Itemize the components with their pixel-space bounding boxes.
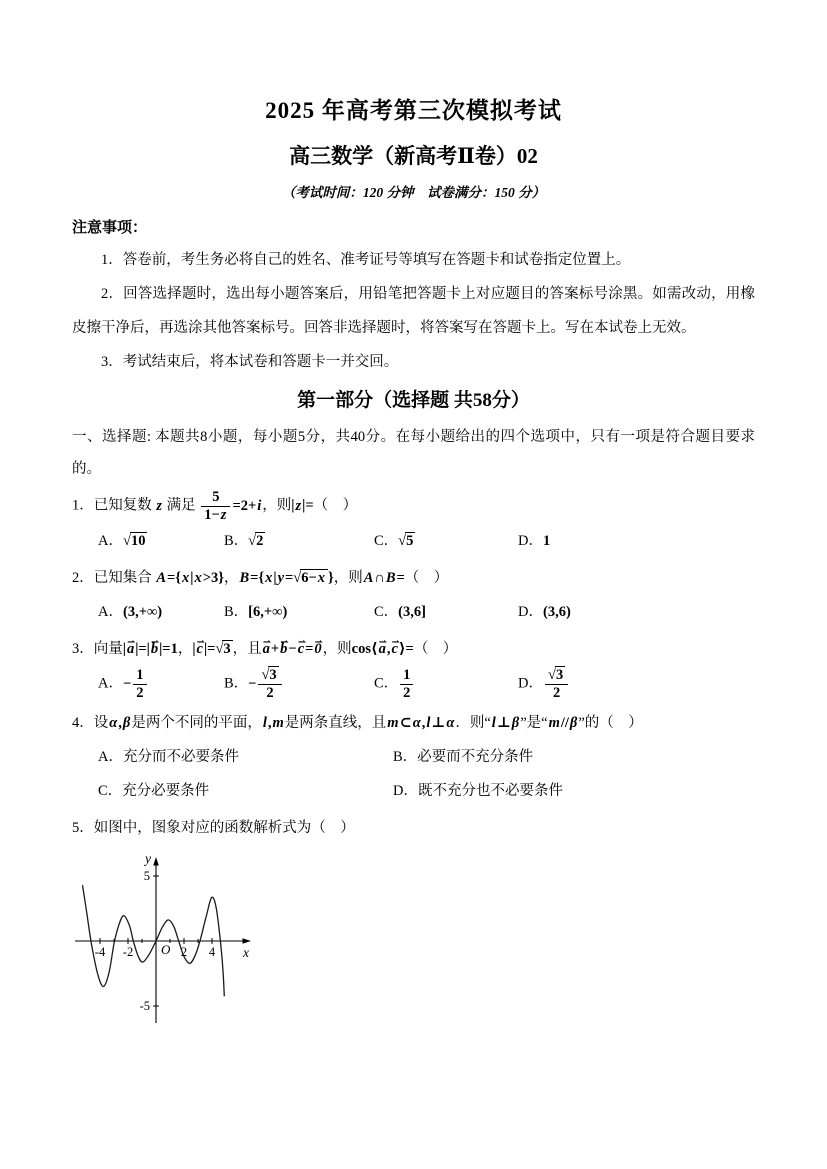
section-intro: 一、选择题: 本题共8小题，每小题5分，共40分。在每小题给出的四个选项中，只有一项是符合题目要求的。 [72,429,755,477]
option-label: D． [518,604,543,621]
question-4-option-B: B．必要而不充分条件 [393,748,534,765]
question-3-stem: 3．向量|a ⇀|=|b ⇀|=1，|c ⇀|=√3 ，且a ⇀+b ⇀−c ⇀=0 ⇀，则cos⟨a ⇀,c ⇀⟩=（ ） [72,632,755,666]
question-1-stem: 1．已知复数 z 满足 $\frac{5}{1-z}$ =2+i，则|z|=（ ） [72,489,358,523]
question-1-option-A: A．√10 [98,533,146,550]
notice-item: 3．考试结束后，将本试卷和答题卡一并交回。 [101,354,399,370]
function-graph-figure [72,849,755,1036]
notice-item: 1．答卷前，考生务必将自己的姓名、准考证号等填写在答题卡和试卷指定位置上。 [101,252,631,268]
question-5-stem: 5．如图中，图象对应的函数解析式为（ ） [72,819,355,836]
question-1-option-D: D．1 [518,533,551,550]
x-axis-arrow-icon [243,938,252,944]
question-4-stem: 4．设α,β是两个不同的平面，l,m是两条直线，且m⊂α,l⊥α．则“l⊥β”是“m//β”的（ ） [72,714,643,731]
exam-title: 2025 年高考第三次模拟考试 [265,98,562,123]
notice-list [72,243,755,379]
question-2-option-C: C．(3,6] [374,604,426,621]
question-1-option-B: B．√2 [224,533,264,550]
questions-container [72,488,755,1036]
question-2-option-D: D．(3,6) [518,604,571,621]
question-3 [72,632,755,702]
option-label: B． [224,604,249,621]
question-4-option-A: A．充分而不必要条件 [98,748,239,765]
option-label: C． [374,533,399,550]
question-4-option-C: C．充分必要条件 [98,782,210,799]
x-tick-label: 4 [208,944,216,959]
origin-label: O [161,941,171,957]
option-label: C． [374,604,399,621]
option-label: A． [98,748,123,765]
x-tick-label: 2 [180,944,188,959]
exam-subtitle: 高三数学（新高考Ⅱ卷）02 [289,144,538,168]
question-1-options [98,524,755,558]
option-label: A． [98,604,123,621]
option-label: A． [98,533,123,550]
y-tick-label: -5 [139,998,150,1013]
x-tick-label: -4 [94,944,106,959]
option-label: D． [518,675,543,692]
x-tick-label: -2 [122,944,134,959]
option-label: C． [374,675,399,692]
x-axis-label: x [243,944,249,960]
question-2-option-B: B．[6,+∞) [224,604,288,621]
question-3-option-C: C． $\frac{1}{2}$ [374,666,518,702]
question-1-option-C: C．√5 [374,533,414,550]
question-5 [72,811,755,1036]
question-3-options [98,666,755,702]
option-label: B． [224,675,249,692]
question-2-options [98,595,755,629]
notice-item: 2．回答选择题时，选出每小题答案后，用铅笔把答题卡上对应题目的答案标号涂黑。如需改动，用橡皮擦干净后，再选涂其他答案标号。回答非选择题时，将答案写在答题卡上。写在本试卷上无效。 [72,286,755,336]
question-1 [72,488,755,558]
y-tick-label: 5 [143,868,150,883]
option-label: B． [224,533,249,550]
function-graph [72,849,262,1031]
question-2-option-A: A．(3,+∞) [98,604,163,621]
question-4-options [98,740,755,808]
section-title: 第一部分（选择题 共58分） [297,390,530,411]
question-3-option-D: D． $\frac{√3}{2}$ [518,666,755,702]
option-label: C． [98,782,123,799]
question-4-option-D: D．既不充分也不必要条件 [393,782,563,799]
exam-info-line: （考试时间：120 分钟 试卷满分：150 分） [281,185,546,200]
notice-heading: 注意事项： [72,220,148,236]
question-3-option-B: B．− $\frac{√3}{2}$ [224,666,374,702]
question-3-option-A: A．− $\frac{1}{2}$ [98,666,224,702]
option-label: D． [518,533,543,550]
option-label: A． [98,675,123,692]
question-2 [72,561,755,629]
option-label: B． [393,748,418,765]
option-label: D． [393,782,418,799]
question-2-stem: 2．已知集合 A={x|x>3}，B={x|y=√6−x }，则A∩B=（ ） [72,570,449,587]
question-4 [72,706,755,808]
y-axis-label: y [145,850,151,866]
y-axis-arrow-icon [153,857,159,866]
